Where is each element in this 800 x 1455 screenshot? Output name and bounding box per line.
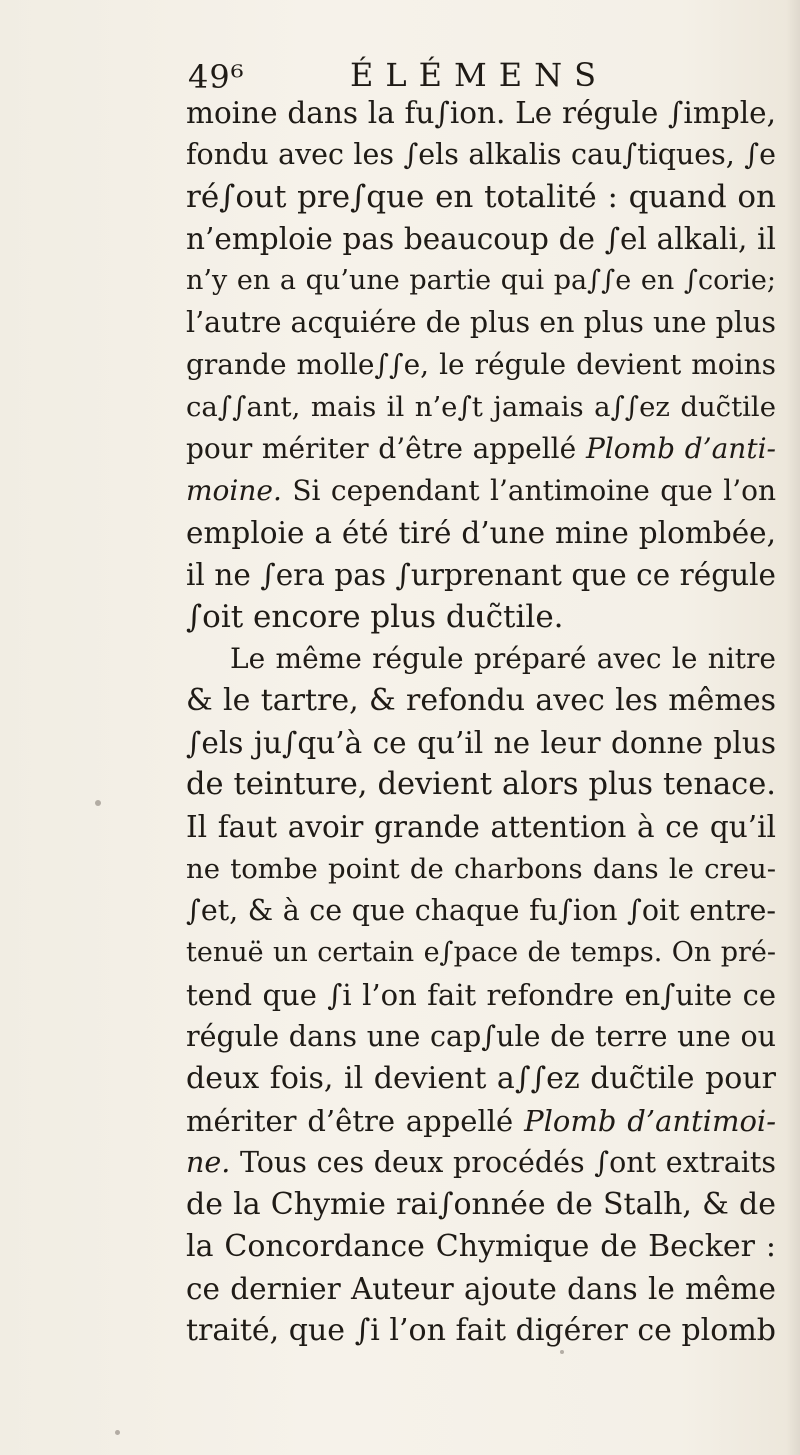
text-line bbox=[186, 176, 776, 218]
text-line bbox=[186, 848, 776, 890]
text-line bbox=[186, 1142, 776, 1184]
text-run: ∫et, & à ce que chaque fu∫ion ∫oit entre- bbox=[186, 894, 776, 927]
text-line bbox=[186, 134, 776, 176]
text-line bbox=[186, 92, 776, 134]
text-line bbox=[186, 260, 776, 302]
text-run: ∫oit encore plus duc̃tile. bbox=[186, 599, 564, 635]
text-run: ré∫out pre∫que en totalité : quand on bbox=[186, 179, 776, 215]
text-run: ca∫∫ant, mais il n’e∫t jamais a∫∫ez duc̃tile bbox=[186, 391, 776, 423]
paper-speck bbox=[95, 800, 101, 806]
running-head-title: ÉLÉMENS bbox=[350, 56, 609, 94]
text-line bbox=[186, 1226, 776, 1268]
text-run: & le tartre, & refondu avec les mêmes bbox=[186, 683, 776, 718]
text-line bbox=[186, 428, 776, 470]
text-run: Le même régule préparé avec le nitre bbox=[230, 642, 776, 675]
text-line bbox=[186, 974, 776, 1016]
text-run: Il faut avoir grande attention à ce qu’il bbox=[186, 810, 776, 844]
page-edge-shadow bbox=[786, 0, 800, 1455]
text-run: mériter d’être appellé bbox=[186, 1104, 525, 1138]
italic-text: moine. bbox=[186, 474, 282, 507]
paper-speck bbox=[560, 1350, 564, 1354]
text-line bbox=[186, 596, 776, 638]
text-line bbox=[186, 1100, 776, 1142]
text-line bbox=[186, 722, 776, 764]
text-run: ∫els ju∫qu’à ce qu’il ne leur donne plus bbox=[186, 726, 776, 760]
text-run: Tous ces deux procédés ∫ont extraits bbox=[230, 1146, 776, 1179]
text-run: ne tombe point de charbons dans le creu- bbox=[186, 853, 776, 885]
text-run: n’emploie pas beaucoup de ∫el alkali, il bbox=[186, 222, 776, 256]
text-line bbox=[186, 344, 776, 386]
text-run: ce dernier Auteur ajoute dans le même bbox=[186, 1272, 776, 1306]
italic-text: ne. bbox=[186, 1146, 231, 1179]
text-run: n’y en a qu’une partie qui pa∫∫e en ∫corie; bbox=[186, 265, 776, 296]
text-run: pour mériter d’être appellé bbox=[186, 432, 586, 465]
text-run: moine dans la fu∫ion. Le régule ∫imple, bbox=[186, 96, 776, 130]
text-run: de la Chymie rai∫onnée de Stalh, & de bbox=[186, 1187, 776, 1222]
text-line bbox=[186, 218, 776, 260]
text-run: l’autre acquiére de plus en plus une plus bbox=[186, 306, 776, 339]
text-line bbox=[186, 806, 776, 848]
italic-text: Plomb d’anti- bbox=[585, 432, 776, 465]
text-line bbox=[186, 764, 776, 806]
text-line bbox=[186, 890, 776, 932]
text-line bbox=[186, 554, 776, 596]
text-run: de teinture, devient alors plus tenace. bbox=[186, 767, 776, 802]
text-line bbox=[186, 512, 776, 554]
text-line bbox=[186, 1268, 776, 1310]
text-line bbox=[186, 386, 776, 428]
text-line bbox=[186, 1058, 776, 1100]
text-run: emploie a été tiré d’une mine plombée, bbox=[186, 516, 776, 550]
text-line bbox=[186, 1184, 776, 1226]
text-line bbox=[186, 1016, 776, 1058]
text-run: fondu avec les ∫els alkalis cau∫tiques, ∫e bbox=[186, 138, 776, 171]
text-run: régule dans une cap∫ule de terre une ou bbox=[186, 1020, 776, 1053]
text-run: tend que ∫i l’on fait refondre en∫uite ce bbox=[186, 978, 776, 1012]
text-line bbox=[186, 932, 776, 974]
page-number: 49⁶ bbox=[188, 58, 245, 96]
text-run: Si cependant l’antimoine que l’on bbox=[281, 474, 776, 507]
paper-speck bbox=[115, 1430, 120, 1435]
text-run: la Concordance Chymique de Becker : bbox=[186, 1229, 776, 1264]
text-run: deux fois, il devient a∫∫ez duc̃tile pour bbox=[186, 1061, 776, 1096]
body-text bbox=[186, 92, 776, 1352]
text-run: il ne ∫era pas ∫urprenant que ce régule bbox=[186, 558, 776, 592]
text-run: traité, que ∫i l’on fait digérer ce plomb bbox=[186, 1313, 776, 1348]
text-line bbox=[186, 1310, 776, 1352]
text-line bbox=[186, 470, 776, 512]
text-line bbox=[186, 638, 776, 680]
text-run: tenuë un certain e∫pace de temps. On pré- bbox=[186, 937, 776, 968]
text-line bbox=[186, 680, 776, 722]
text-line bbox=[186, 302, 776, 344]
italic-text: Plomb d’antimoi- bbox=[524, 1104, 776, 1138]
text-run: grande molle∫∫e, le régule devient moins bbox=[186, 348, 776, 381]
